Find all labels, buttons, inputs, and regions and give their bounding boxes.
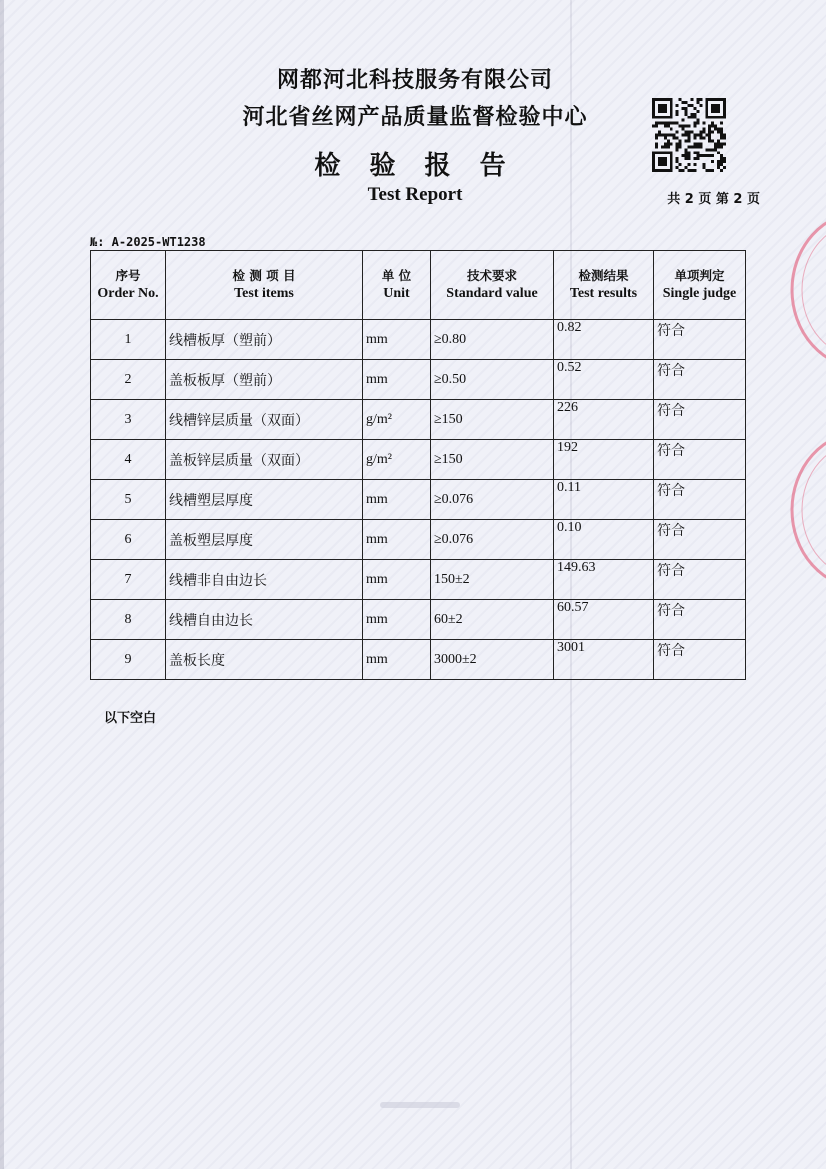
- header-order-no: 序号 Order No.: [91, 251, 166, 320]
- blank-below-note: 以下空白: [104, 711, 157, 726]
- test-result-cell: 0.11: [554, 480, 654, 520]
- table-row: [91, 600, 746, 640]
- unit-cell: g/m²: [363, 400, 431, 440]
- single-judge-cell: 符合: [654, 360, 746, 400]
- table-row: [91, 640, 746, 680]
- table-row: [91, 520, 746, 560]
- red-seal-stamp-top: [782, 205, 826, 375]
- test-result-cell: 0.82: [554, 320, 654, 360]
- report-title-en: Test Report: [367, 184, 463, 205]
- order-no-cell: 5: [91, 480, 166, 520]
- table-row: [91, 320, 746, 360]
- red-seal-stamp-bottom: [782, 425, 826, 595]
- single-judge-cell: 符合: [654, 440, 746, 480]
- unit-cell: g/m²: [363, 440, 431, 480]
- single-judge-cell: 符合: [654, 320, 746, 360]
- qr-code-icon: [652, 98, 726, 172]
- header-test-items: 检 测 项 目 Test items: [166, 251, 363, 320]
- unit-cell: mm: [363, 640, 431, 680]
- standard-value-cell: ≥0.076: [431, 520, 554, 560]
- order-no-cell: 7: [91, 560, 166, 600]
- standard-value-cell: ≥150: [431, 440, 554, 480]
- center-name: 河北省丝网产品质量监督检验中心: [242, 105, 588, 130]
- test-results-table: [90, 250, 746, 680]
- page-count: 共 2 页 第 2 页: [667, 192, 760, 207]
- order-no-cell: 1: [91, 320, 166, 360]
- unit-cell: mm: [363, 600, 431, 640]
- unit-cell: mm: [363, 520, 431, 560]
- table-row: [91, 440, 746, 480]
- unit-cell: mm: [363, 480, 431, 520]
- single-judge-cell: 符合: [654, 640, 746, 680]
- test-item-cell: 盖板板厚（塑前）: [166, 360, 363, 400]
- standard-value-cell: ≥0.80: [431, 320, 554, 360]
- test-item-cell: 线槽锌层质量（双面）: [166, 400, 363, 440]
- unit-cell: mm: [363, 360, 431, 400]
- standard-value-cell: ≥150: [431, 400, 554, 440]
- test-result-cell: 192: [554, 440, 654, 480]
- single-judge-cell: 符合: [654, 600, 746, 640]
- table-row: [91, 560, 746, 600]
- standard-value-cell: 3000±2: [431, 640, 554, 680]
- single-judge-cell: 符合: [654, 560, 746, 600]
- order-no-cell: 8: [91, 600, 166, 640]
- table-row: [91, 360, 746, 400]
- test-item-cell: 盖板塑层厚度: [166, 520, 363, 560]
- test-result-cell: 3001: [554, 640, 654, 680]
- order-no-cell: 2: [91, 360, 166, 400]
- test-item-cell: 线槽板厚（塑前）: [166, 320, 363, 360]
- header-unit: 单 位 Unit: [363, 251, 431, 320]
- scan-mark: [380, 1102, 460, 1108]
- test-result-cell: 0.52: [554, 360, 654, 400]
- test-item-cell: 线槽塑层厚度: [166, 480, 363, 520]
- scan-edge: [0, 0, 4, 1169]
- table-row: [91, 400, 746, 440]
- test-item-cell: 线槽非自由边长: [166, 560, 363, 600]
- order-no-cell: 9: [91, 640, 166, 680]
- test-result-cell: 0.10: [554, 520, 654, 560]
- test-item-cell: 线槽自由边长: [166, 600, 363, 640]
- report-number: №: A-2025-WT1238: [90, 235, 206, 249]
- header-standard-value: 技术要求 Standard value: [431, 251, 554, 320]
- test-item-cell: 盖板锌层质量（双面）: [166, 440, 363, 480]
- test-result-cell: 60.57: [554, 600, 654, 640]
- standard-value-cell: 60±2: [431, 600, 554, 640]
- test-item-cell: 盖板长度: [166, 640, 363, 680]
- single-judge-cell: 符合: [654, 520, 746, 560]
- unit-cell: mm: [363, 320, 431, 360]
- table-header-row: [91, 251, 746, 320]
- table-row: [91, 480, 746, 520]
- single-judge-cell: 符合: [654, 400, 746, 440]
- order-no-cell: 3: [91, 400, 166, 440]
- test-result-cell: 226: [554, 400, 654, 440]
- standard-value-cell: 150±2: [431, 560, 554, 600]
- single-judge-cell: 符合: [654, 480, 746, 520]
- unit-cell: mm: [363, 560, 431, 600]
- report-title-cn: 检 验 报 告: [314, 151, 516, 181]
- order-no-cell: 4: [91, 440, 166, 480]
- standard-value-cell: ≥0.50: [431, 360, 554, 400]
- standard-value-cell: ≥0.076: [431, 480, 554, 520]
- order-no-cell: 6: [91, 520, 166, 560]
- header-test-results: 检测结果 Test results: [554, 251, 654, 320]
- company-name: 网都河北科技服务有限公司: [276, 68, 553, 93]
- header-single-judge: 单项判定 Single judge: [654, 251, 746, 320]
- test-result-cell: 149.63: [554, 560, 654, 600]
